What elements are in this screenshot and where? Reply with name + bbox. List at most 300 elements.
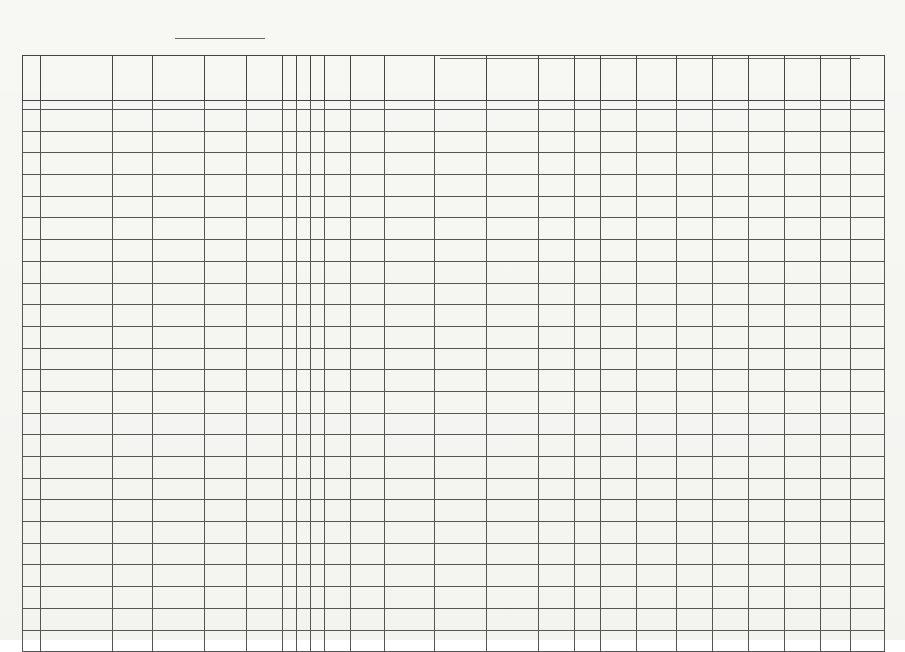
table-row — [23, 413, 885, 435]
table-cell — [385, 175, 435, 197]
table-cell — [487, 131, 539, 153]
table-cell — [351, 587, 385, 609]
table-cell — [205, 326, 247, 348]
table-cell — [785, 565, 821, 587]
table-cell — [487, 305, 539, 327]
table-cell — [23, 391, 41, 413]
table-cell — [311, 175, 325, 197]
table-cell — [539, 110, 575, 132]
table-cell — [575, 110, 601, 132]
table-cell — [539, 101, 575, 110]
table-cell — [575, 196, 601, 218]
table-cell — [297, 522, 311, 544]
table-cell — [23, 543, 41, 565]
table-cell — [677, 283, 713, 305]
table-cell — [297, 56, 311, 101]
table-cell — [575, 370, 601, 392]
table-cell — [325, 153, 351, 175]
table-cell — [153, 196, 205, 218]
table-cell — [575, 283, 601, 305]
table-cell — [205, 630, 247, 652]
table-cell — [41, 391, 113, 413]
table-cell — [575, 522, 601, 544]
table-cell — [113, 500, 153, 522]
table-cell — [283, 196, 297, 218]
table-cell — [325, 391, 351, 413]
table-cell — [283, 370, 297, 392]
table-cell — [435, 348, 487, 370]
table-cell — [713, 391, 749, 413]
table-cell — [713, 522, 749, 544]
table-cell — [113, 587, 153, 609]
table-cell — [575, 413, 601, 435]
table-cell — [325, 630, 351, 652]
table-cell — [297, 543, 311, 565]
table-cell — [41, 500, 113, 522]
table-row — [23, 391, 885, 413]
table-cell — [351, 101, 385, 110]
table-cell — [487, 608, 539, 630]
table-cell — [677, 370, 713, 392]
table-cell — [351, 56, 385, 101]
table-cell — [677, 175, 713, 197]
table-cell — [311, 413, 325, 435]
table-cell — [487, 435, 539, 457]
table-cell — [247, 478, 283, 500]
table-cell — [677, 543, 713, 565]
table-cell — [311, 218, 325, 240]
table-cell — [23, 326, 41, 348]
table-cell — [205, 261, 247, 283]
table-cell — [351, 261, 385, 283]
table-cell — [113, 478, 153, 500]
table-row — [23, 608, 885, 630]
table-cell — [785, 131, 821, 153]
table-cell — [351, 522, 385, 544]
table-cell — [351, 457, 385, 479]
table-cell — [41, 348, 113, 370]
table-cell — [785, 261, 821, 283]
table-cell — [283, 608, 297, 630]
table-cell — [821, 153, 851, 175]
table-cell — [23, 565, 41, 587]
table-cell — [247, 153, 283, 175]
table-cell — [311, 608, 325, 630]
table-cell — [283, 56, 297, 101]
table-cell — [575, 608, 601, 630]
table-cell — [487, 283, 539, 305]
table-cell — [821, 391, 851, 413]
table-cell — [785, 630, 821, 652]
table-cell — [205, 175, 247, 197]
table-cell — [637, 56, 677, 101]
table-cell — [713, 131, 749, 153]
table-cell — [749, 110, 785, 132]
table-cell — [601, 457, 637, 479]
table-cell — [297, 131, 311, 153]
table-cell — [539, 261, 575, 283]
table-cell — [283, 240, 297, 262]
table-cell — [677, 565, 713, 587]
table-cell — [821, 565, 851, 587]
table-cell — [385, 153, 435, 175]
table-cell — [113, 608, 153, 630]
table-cell — [821, 500, 851, 522]
table-cell — [153, 522, 205, 544]
table-cell — [851, 391, 885, 413]
table-cell — [113, 240, 153, 262]
repair-schedule-table — [22, 55, 885, 652]
table-cell — [539, 435, 575, 457]
table-cell — [601, 305, 637, 327]
table-cell — [153, 370, 205, 392]
table-cell — [325, 283, 351, 305]
table-cell — [153, 630, 205, 652]
table-cell — [311, 543, 325, 565]
table-cell — [283, 261, 297, 283]
table-cell — [351, 565, 385, 587]
table-cell — [41, 153, 113, 175]
table-cell — [297, 101, 311, 110]
table-row — [23, 283, 885, 305]
table-cell — [113, 457, 153, 479]
table-cell — [325, 305, 351, 327]
table-cell — [297, 348, 311, 370]
table-cell — [41, 413, 113, 435]
table-cell — [851, 522, 885, 544]
table-cell — [325, 175, 351, 197]
table-cell — [41, 457, 113, 479]
table-cell — [851, 435, 885, 457]
table-cell — [677, 240, 713, 262]
table-cell — [247, 500, 283, 522]
table-cell — [677, 608, 713, 630]
table-cell — [851, 56, 885, 101]
table-cell — [351, 110, 385, 132]
table-cell — [435, 110, 487, 132]
table-cell — [749, 370, 785, 392]
table-cell — [637, 326, 677, 348]
table-cell — [785, 348, 821, 370]
table-cell — [785, 457, 821, 479]
table-cell — [487, 543, 539, 565]
table-cell — [713, 587, 749, 609]
table-cell — [487, 101, 539, 110]
table-cell — [637, 587, 677, 609]
table-cell — [283, 153, 297, 175]
table-cell — [601, 630, 637, 652]
table-cell — [325, 110, 351, 132]
table-cell — [677, 101, 713, 110]
table-cell — [385, 500, 435, 522]
table-cell — [851, 131, 885, 153]
table-cell — [113, 348, 153, 370]
table-cell — [23, 101, 41, 110]
table-cell — [601, 283, 637, 305]
table-cell — [247, 196, 283, 218]
table-cell — [247, 56, 283, 101]
table-cell — [247, 608, 283, 630]
table-cell — [41, 218, 113, 240]
table-cell — [713, 110, 749, 132]
table-cell — [677, 56, 713, 101]
table-cell — [351, 543, 385, 565]
table-cell — [821, 305, 851, 327]
table-cell — [23, 478, 41, 500]
table-cell — [435, 587, 487, 609]
table-cell — [785, 608, 821, 630]
table-cell — [205, 305, 247, 327]
table-cell — [153, 435, 205, 457]
table-cell — [785, 435, 821, 457]
table-cell — [153, 413, 205, 435]
table-cell — [385, 587, 435, 609]
table-cell — [539, 131, 575, 153]
table-cell — [539, 413, 575, 435]
table-cell — [205, 283, 247, 305]
table-cell — [153, 543, 205, 565]
table-cell — [637, 153, 677, 175]
table-cell — [785, 522, 821, 544]
table-cell — [351, 131, 385, 153]
table-cell — [41, 101, 113, 110]
table-cell — [713, 543, 749, 565]
table-cell — [539, 565, 575, 587]
table-cell — [851, 101, 885, 110]
table-cell — [113, 543, 153, 565]
table-cell — [297, 587, 311, 609]
table-cell — [677, 522, 713, 544]
table-cell — [41, 56, 113, 101]
table-cell — [713, 283, 749, 305]
table-cell — [851, 608, 885, 630]
table-cell — [205, 435, 247, 457]
table-cell — [601, 101, 637, 110]
table-cell — [153, 101, 205, 110]
table-cell — [23, 457, 41, 479]
table-cell — [435, 608, 487, 630]
table-cell — [153, 283, 205, 305]
table-cell — [247, 630, 283, 652]
table-cell — [601, 565, 637, 587]
table-cell — [351, 240, 385, 262]
table-cell — [539, 587, 575, 609]
table-cell — [677, 630, 713, 652]
table-cell — [205, 500, 247, 522]
table-cell — [385, 413, 435, 435]
table-cell — [637, 218, 677, 240]
table-cell — [23, 305, 41, 327]
table-cell — [637, 110, 677, 132]
table-cell — [247, 110, 283, 132]
table-cell — [637, 565, 677, 587]
table-cell — [205, 153, 247, 175]
table-cell — [749, 153, 785, 175]
table-cell — [575, 261, 601, 283]
table-cell — [205, 457, 247, 479]
table-cell — [325, 348, 351, 370]
table-cell — [247, 391, 283, 413]
table-cell — [23, 261, 41, 283]
table-cell — [311, 283, 325, 305]
table-row — [23, 305, 885, 327]
table-cell — [713, 305, 749, 327]
table-cell — [575, 305, 601, 327]
table-cell — [153, 391, 205, 413]
table-cell — [713, 630, 749, 652]
table-cell — [297, 565, 311, 587]
table-cell — [601, 370, 637, 392]
table-cell — [23, 283, 41, 305]
table-cell — [601, 608, 637, 630]
table-cell — [435, 131, 487, 153]
table-cell — [351, 153, 385, 175]
table-cell — [487, 175, 539, 197]
table-cell — [851, 457, 885, 479]
table-cell — [41, 608, 113, 630]
table-cell — [351, 348, 385, 370]
table-cell — [539, 56, 575, 101]
table-cell — [785, 101, 821, 110]
table-cell — [247, 218, 283, 240]
table-cell — [435, 522, 487, 544]
table-cell — [41, 305, 113, 327]
table-cell — [637, 543, 677, 565]
table-cell — [283, 478, 297, 500]
table-cell — [385, 565, 435, 587]
table-cell — [205, 110, 247, 132]
table-cell — [113, 630, 153, 652]
table-cell — [435, 370, 487, 392]
table-cell — [41, 370, 113, 392]
table-cell — [487, 370, 539, 392]
table-cell — [385, 370, 435, 392]
table-cell — [601, 478, 637, 500]
table-cell — [851, 565, 885, 587]
table-cell — [297, 370, 311, 392]
table-cell — [297, 305, 311, 327]
table-cell — [601, 110, 637, 132]
table-cell — [297, 218, 311, 240]
table-cell — [435, 630, 487, 652]
table-cell — [435, 101, 487, 110]
table-cell — [113, 565, 153, 587]
table-cell — [247, 565, 283, 587]
table-cell — [113, 326, 153, 348]
table-cell — [23, 500, 41, 522]
table-cell — [435, 543, 487, 565]
table-cell — [713, 218, 749, 240]
table-cell — [749, 283, 785, 305]
table-cell — [153, 305, 205, 327]
table-cell — [325, 240, 351, 262]
table-cell — [637, 630, 677, 652]
table-cell — [23, 522, 41, 544]
table-cell — [749, 101, 785, 110]
table-cell — [851, 587, 885, 609]
table-cell — [325, 565, 351, 587]
table-cell — [749, 261, 785, 283]
table-cell — [311, 500, 325, 522]
table-cell — [153, 457, 205, 479]
table-cell — [575, 348, 601, 370]
table-cell — [575, 175, 601, 197]
table-cell — [851, 326, 885, 348]
table-cell — [487, 522, 539, 544]
table-cell — [821, 543, 851, 565]
table-cell — [435, 413, 487, 435]
table-cell — [41, 587, 113, 609]
table-cell — [487, 413, 539, 435]
table-cell — [297, 500, 311, 522]
table-cell — [677, 131, 713, 153]
table-cell — [575, 435, 601, 457]
table-cell — [205, 478, 247, 500]
table-cell — [23, 196, 41, 218]
table-cell — [297, 153, 311, 175]
table-cell — [821, 630, 851, 652]
table-cell — [749, 305, 785, 327]
table-cell — [601, 413, 637, 435]
table-cell — [677, 305, 713, 327]
table-cell — [325, 261, 351, 283]
table-cell — [601, 240, 637, 262]
table-cell — [637, 500, 677, 522]
table-cell — [749, 608, 785, 630]
table-cell — [325, 435, 351, 457]
table-cell — [247, 543, 283, 565]
table-cell — [821, 413, 851, 435]
table-cell — [325, 587, 351, 609]
table-cell — [205, 565, 247, 587]
table-cell — [539, 348, 575, 370]
table-cell — [749, 413, 785, 435]
table-cell — [435, 261, 487, 283]
table-cell — [113, 522, 153, 544]
table-cell — [539, 283, 575, 305]
table-cell — [41, 543, 113, 565]
table-cell — [575, 218, 601, 240]
table-cell — [575, 240, 601, 262]
table-cell — [205, 101, 247, 110]
table-cell — [851, 261, 885, 283]
table-cell — [821, 56, 851, 101]
table-cell — [785, 56, 821, 101]
table-cell — [821, 110, 851, 132]
table-cell — [23, 587, 41, 609]
table-cell — [435, 565, 487, 587]
table-cell — [749, 543, 785, 565]
table-cell — [153, 326, 205, 348]
table-cell — [325, 522, 351, 544]
table-cell — [311, 261, 325, 283]
table-cell — [601, 326, 637, 348]
table-cell — [205, 218, 247, 240]
table-cell — [785, 153, 821, 175]
table-cell — [575, 391, 601, 413]
table-cell — [821, 218, 851, 240]
table-cell — [785, 391, 821, 413]
table-cell — [487, 500, 539, 522]
table-cell — [41, 630, 113, 652]
table-cell — [821, 101, 851, 110]
table-cell — [851, 110, 885, 132]
table-cell — [785, 370, 821, 392]
table-cell — [297, 283, 311, 305]
table-row — [23, 522, 885, 544]
table-cell — [601, 543, 637, 565]
table-cell — [821, 261, 851, 283]
